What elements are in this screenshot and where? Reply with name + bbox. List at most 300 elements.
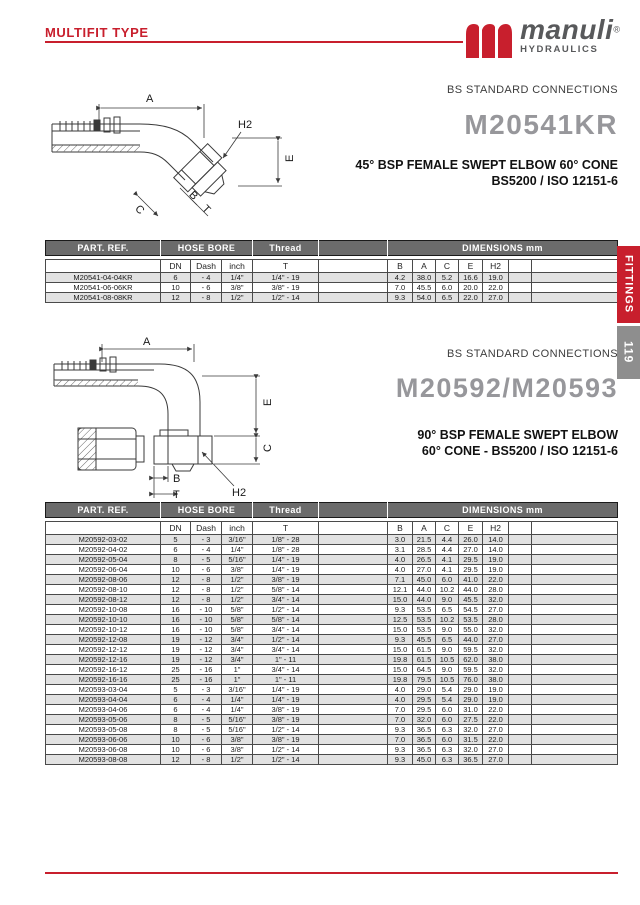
value-cell: 12 xyxy=(161,595,191,605)
value-cell: 44.0 xyxy=(459,585,483,595)
value-cell: 6.3 xyxy=(436,725,459,735)
part-ref-cell: M20593-05-06 xyxy=(46,715,161,725)
table-row xyxy=(46,545,618,555)
subheader-h2: H2 xyxy=(483,522,509,535)
table-row xyxy=(46,625,618,635)
value-cell: 6.5 xyxy=(436,605,459,615)
dim-label-a: A xyxy=(143,336,151,348)
value-cell xyxy=(509,715,532,725)
dim-label-t: T xyxy=(199,202,213,217)
value-cell: 79.5 xyxy=(413,675,436,685)
table-header-band xyxy=(45,502,618,518)
table-row xyxy=(46,725,618,735)
value-cell: 16.6 xyxy=(459,273,483,283)
product-description-line2: 60° CONE - BS5200 / ISO 12151-6 xyxy=(421,443,618,458)
value-cell xyxy=(532,585,618,595)
subheader-b: B xyxy=(388,522,413,535)
value-cell: 28.0 xyxy=(483,615,509,625)
dim-label-a: A xyxy=(146,93,154,105)
value-cell: 1/4" - 19 xyxy=(253,695,319,705)
value-cell: 53.5 xyxy=(413,615,436,625)
part-ref-cell: M20592-10-10 xyxy=(46,615,161,625)
value-cell xyxy=(532,755,618,765)
value-cell: 1/4" - 19 xyxy=(253,555,319,565)
value-cell: 9.3 xyxy=(388,293,413,303)
value-cell xyxy=(509,625,532,635)
value-cell: 3/8" xyxy=(222,745,253,755)
value-cell xyxy=(319,585,388,595)
value-cell: 27.0 xyxy=(413,565,436,575)
value-cell: 3/16" xyxy=(222,535,253,545)
value-cell: 45.5 xyxy=(413,283,436,293)
value-cell xyxy=(509,685,532,695)
table-row xyxy=(46,705,618,715)
table-row xyxy=(46,735,618,745)
value-cell: 1/4" xyxy=(222,705,253,715)
value-cell: 7.0 xyxy=(388,735,413,745)
value-cell xyxy=(532,595,618,605)
value-cell: 10.5 xyxy=(436,675,459,685)
value-cell xyxy=(532,615,618,625)
value-cell xyxy=(532,283,618,293)
col-spacer xyxy=(319,241,388,256)
value-cell: 15.0 xyxy=(388,665,413,675)
value-cell: 7.0 xyxy=(388,283,413,293)
value-cell: 1/4" - 19 xyxy=(253,565,319,575)
value-cell xyxy=(509,273,532,283)
part-ref-cell: M20592-12-08 xyxy=(46,635,161,645)
subheader-row xyxy=(46,522,618,535)
value-cell xyxy=(509,535,532,545)
value-cell: 1/8" - 28 xyxy=(253,535,319,545)
value-cell: 19 xyxy=(161,635,191,645)
value-cell: 5/8" - 14 xyxy=(253,615,319,625)
value-cell: - 8 xyxy=(191,585,222,595)
value-cell xyxy=(319,535,388,545)
sidebar-page-number xyxy=(617,326,640,379)
value-cell: 5/8" xyxy=(222,605,253,615)
subheader-h2: H2 xyxy=(483,260,509,273)
part-ref-cell: M20592-16-12 xyxy=(46,665,161,675)
value-cell: 1/8" - 28 xyxy=(253,545,319,555)
value-cell xyxy=(532,685,618,695)
value-cell: 3/8" xyxy=(222,283,253,293)
value-cell: 29.0 xyxy=(459,695,483,705)
product-code: M20541KR xyxy=(464,109,618,140)
dim-label-e: E xyxy=(262,398,274,406)
value-cell xyxy=(509,575,532,585)
value-cell: 3/8" xyxy=(222,565,253,575)
value-cell: 28.5 xyxy=(413,545,436,555)
value-cell xyxy=(509,555,532,565)
value-cell: - 8 xyxy=(191,575,222,585)
value-cell: 3/8" - 19 xyxy=(253,715,319,725)
value-cell xyxy=(319,695,388,705)
value-cell: - 10 xyxy=(191,615,222,625)
value-cell xyxy=(532,293,618,303)
value-cell: 1/2" xyxy=(222,585,253,595)
value-cell: 3/4" - 14 xyxy=(253,625,319,635)
dim-label-e: E xyxy=(284,154,296,162)
value-cell xyxy=(319,735,388,745)
value-cell: 5/16" xyxy=(222,715,253,725)
value-cell: 10 xyxy=(161,283,191,293)
value-cell xyxy=(532,635,618,645)
table-body xyxy=(45,521,618,765)
subheader-empty xyxy=(532,260,618,273)
value-cell: 22.0 xyxy=(459,293,483,303)
value-cell: - 6 xyxy=(191,735,222,745)
value-cell: 9.3 xyxy=(388,725,413,735)
value-cell: 6.0 xyxy=(436,735,459,745)
spec-table-m20541kr xyxy=(45,240,617,303)
value-cell: 14.0 xyxy=(483,535,509,545)
value-cell xyxy=(509,605,532,615)
col-spacer xyxy=(319,503,388,518)
value-cell: 31.0 xyxy=(459,705,483,715)
part-ref-cell: M20593-05-08 xyxy=(46,725,161,735)
value-cell: - 4 xyxy=(191,695,222,705)
value-cell: 45.0 xyxy=(413,575,436,585)
value-cell: 8 xyxy=(161,555,191,565)
subheader-dn: DN xyxy=(161,260,191,273)
value-cell: - 5 xyxy=(191,715,222,725)
value-cell: 1" xyxy=(222,675,253,685)
value-cell xyxy=(319,685,388,695)
value-cell xyxy=(532,665,618,675)
value-cell xyxy=(509,695,532,705)
value-cell: 22.0 xyxy=(483,705,509,715)
value-cell: - 12 xyxy=(191,635,222,645)
part-ref-cell: M20541-04-04KR xyxy=(46,273,161,283)
value-cell: 1/4" xyxy=(222,273,253,283)
value-cell: 19.0 xyxy=(483,685,509,695)
sidebar-page-number-label: 119 xyxy=(621,341,636,364)
value-cell: 27.0 xyxy=(483,745,509,755)
value-cell: 20.0 xyxy=(459,283,483,293)
value-cell: 32.0 xyxy=(483,665,509,675)
subheader-c: C xyxy=(436,260,459,273)
dim-label-c: C xyxy=(132,202,147,218)
value-cell: 32.0 xyxy=(459,725,483,735)
value-cell: 3/8" - 19 xyxy=(253,575,319,585)
value-cell: - 12 xyxy=(191,655,222,665)
value-cell: 16 xyxy=(161,625,191,635)
value-cell: 10.2 xyxy=(436,615,459,625)
table-row xyxy=(46,283,618,293)
value-cell xyxy=(532,655,618,665)
table-row xyxy=(46,585,618,595)
value-cell: 1/2" xyxy=(222,575,253,585)
value-cell: - 8 xyxy=(191,293,222,303)
technical-drawing-45-elbow xyxy=(42,88,310,236)
value-cell xyxy=(319,273,388,283)
value-cell: 64.5 xyxy=(413,665,436,675)
part-ref-cell: M20592-06-04 xyxy=(46,565,161,575)
col-thread: Thread xyxy=(253,503,319,518)
value-cell: 4.2 xyxy=(388,273,413,283)
value-cell: 19.8 xyxy=(388,655,413,665)
value-cell: 1/2" xyxy=(222,293,253,303)
value-cell: 27.0 xyxy=(483,605,509,615)
value-cell: 7.1 xyxy=(388,575,413,585)
value-cell: 4.0 xyxy=(388,565,413,575)
value-cell: - 16 xyxy=(191,665,222,675)
value-cell: 10 xyxy=(161,565,191,575)
value-cell xyxy=(319,595,388,605)
value-cell: 3/4" - 14 xyxy=(253,645,319,655)
value-cell: 5.2 xyxy=(436,273,459,283)
table-row xyxy=(46,665,618,675)
part-ref-cell: M20592-10-12 xyxy=(46,625,161,635)
value-cell: 36.5 xyxy=(459,755,483,765)
value-cell: 26.5 xyxy=(413,555,436,565)
value-cell: 59.5 xyxy=(459,645,483,655)
col-part-ref: PART. REF. xyxy=(46,503,161,518)
value-cell: 27.0 xyxy=(483,293,509,303)
value-cell: 55.0 xyxy=(459,625,483,635)
value-cell: 6.0 xyxy=(436,705,459,715)
value-cell: 9.3 xyxy=(388,635,413,645)
value-cell: - 3 xyxy=(191,535,222,545)
value-cell xyxy=(509,635,532,645)
value-cell: 12 xyxy=(161,293,191,303)
value-cell: - 8 xyxy=(191,755,222,765)
col-thread: Thread xyxy=(253,241,319,256)
value-cell xyxy=(319,725,388,735)
value-cell: - 8 xyxy=(191,595,222,605)
value-cell xyxy=(509,655,532,665)
value-cell: 36.5 xyxy=(413,745,436,755)
value-cell: 3/4" xyxy=(222,655,253,665)
value-cell: 29.0 xyxy=(413,685,436,695)
sidebar-tab-fittings[interactable] xyxy=(617,246,640,323)
value-cell xyxy=(319,745,388,755)
value-cell: 6.0 xyxy=(436,283,459,293)
value-cell xyxy=(532,715,618,725)
value-cell xyxy=(532,695,618,705)
value-cell xyxy=(509,705,532,715)
value-cell: 22.0 xyxy=(483,575,509,585)
value-cell: 1/2" - 14 xyxy=(253,605,319,615)
value-cell: 4.4 xyxy=(436,535,459,545)
value-cell: 3/4" xyxy=(222,645,253,655)
value-cell: 12 xyxy=(161,585,191,595)
col-dimensions: DIMENSIONS mm xyxy=(388,241,618,256)
value-cell: 44.0 xyxy=(413,595,436,605)
col-hose-bore: HOSE BORE xyxy=(161,241,253,256)
value-cell xyxy=(532,565,618,575)
value-cell xyxy=(532,273,618,283)
table-row xyxy=(46,555,618,565)
value-cell xyxy=(509,645,532,655)
value-cell xyxy=(509,545,532,555)
value-cell xyxy=(319,575,388,585)
value-cell: 32.0 xyxy=(483,645,509,655)
value-cell: 6.0 xyxy=(436,575,459,585)
value-cell: - 12 xyxy=(191,645,222,655)
subheader-e: E xyxy=(459,260,483,273)
value-cell: 16 xyxy=(161,615,191,625)
subheader-empty xyxy=(532,522,618,535)
table-body xyxy=(45,259,618,303)
value-cell: 22.0 xyxy=(483,283,509,293)
value-cell xyxy=(319,655,388,665)
table-row xyxy=(46,635,618,645)
sidebar-tab-fittings-label: FITTINGS xyxy=(622,255,635,314)
value-cell: 32.0 xyxy=(413,715,436,725)
value-cell: 12 xyxy=(161,755,191,765)
subheader-dash: Dash xyxy=(191,260,222,273)
value-cell: 27.0 xyxy=(483,635,509,645)
value-cell xyxy=(319,755,388,765)
subheader-dash: Dash xyxy=(191,522,222,535)
value-cell: - 4 xyxy=(191,545,222,555)
value-cell: 36.5 xyxy=(413,725,436,735)
value-cell xyxy=(509,615,532,625)
value-cell: 76.0 xyxy=(459,675,483,685)
footer-rule xyxy=(45,872,618,874)
value-cell: 12.1 xyxy=(388,585,413,595)
brand-logo xyxy=(464,16,620,60)
value-cell: 3.1 xyxy=(388,545,413,555)
value-cell: 53.5 xyxy=(413,605,436,615)
table-row xyxy=(46,685,618,695)
value-cell: - 6 xyxy=(191,283,222,293)
part-ref-cell: M20592-08-06 xyxy=(46,575,161,585)
value-cell: 62.0 xyxy=(459,655,483,665)
part-ref-cell: M20593-04-04 xyxy=(46,695,161,705)
value-cell: 38.0 xyxy=(483,675,509,685)
value-cell: - 4 xyxy=(191,273,222,283)
value-cell: 7.0 xyxy=(388,715,413,725)
value-cell: 6 xyxy=(161,273,191,283)
value-cell: 12 xyxy=(161,575,191,585)
value-cell xyxy=(509,293,532,303)
value-cell xyxy=(509,725,532,735)
value-cell: 1/2" - 14 xyxy=(253,635,319,645)
spec-table-m20592-m20593 xyxy=(45,502,617,765)
value-cell: 29.5 xyxy=(413,705,436,715)
table-row xyxy=(46,575,618,585)
value-cell: 19.0 xyxy=(483,565,509,575)
table-row xyxy=(46,293,618,303)
value-cell: 15.0 xyxy=(388,595,413,605)
value-cell xyxy=(509,755,532,765)
subheader-row xyxy=(46,260,618,273)
value-cell: 61.5 xyxy=(413,645,436,655)
value-cell: 27.0 xyxy=(483,725,509,735)
product-code: M20592/M20593 xyxy=(395,373,618,403)
col-hose-bore: HOSE BORE xyxy=(161,503,253,518)
part-ref-cell: M20541-06-06KR xyxy=(46,283,161,293)
table-row xyxy=(46,273,618,283)
value-cell xyxy=(319,555,388,565)
value-cell: 15.0 xyxy=(388,645,413,655)
manuli-logo-icon xyxy=(464,22,514,60)
value-cell: 1/2" xyxy=(222,595,253,605)
value-cell: 1/2" - 14 xyxy=(253,755,319,765)
value-cell: 10.2 xyxy=(436,585,459,595)
subheader-b: B xyxy=(388,260,413,273)
value-cell: 3.0 xyxy=(388,535,413,545)
table-row xyxy=(46,655,618,665)
value-cell: 4.0 xyxy=(388,555,413,565)
value-cell: 6 xyxy=(161,705,191,715)
value-cell: 9.0 xyxy=(436,625,459,635)
value-cell xyxy=(319,545,388,555)
product-description-line2: BS5200 / ISO 12151-6 xyxy=(491,173,618,188)
value-cell xyxy=(532,735,618,745)
value-cell xyxy=(319,625,388,635)
value-cell: 9.3 xyxy=(388,605,413,615)
table-row xyxy=(46,605,618,615)
value-cell xyxy=(532,575,618,585)
value-cell: 27.5 xyxy=(459,715,483,725)
value-cell: 6.3 xyxy=(436,745,459,755)
value-cell: 4.4 xyxy=(436,545,459,555)
value-cell: - 5 xyxy=(191,725,222,735)
part-ref-cell: M20593-03-04 xyxy=(46,685,161,695)
table-header-band xyxy=(45,240,618,256)
value-cell: 32.0 xyxy=(483,625,509,635)
value-cell xyxy=(532,625,618,635)
table-row xyxy=(46,755,618,765)
value-cell: 19.0 xyxy=(483,695,509,705)
value-cell: 5/8" xyxy=(222,625,253,635)
value-cell: 38.0 xyxy=(483,655,509,665)
value-cell: 1/4" xyxy=(222,695,253,705)
value-cell: 6.5 xyxy=(436,293,459,303)
brand-name: manuli xyxy=(520,14,614,45)
value-cell xyxy=(509,675,532,685)
value-cell xyxy=(509,585,532,595)
value-cell: 9.0 xyxy=(436,645,459,655)
product-description-line1: 45° BSP FEMALE SWEPT ELBOW 60° CONE xyxy=(355,158,618,172)
value-cell xyxy=(319,635,388,645)
value-cell xyxy=(509,565,532,575)
value-cell: 15.0 xyxy=(388,625,413,635)
section1-heading xyxy=(355,84,618,189)
part-ref-cell: M20593-08-08 xyxy=(46,755,161,765)
value-cell: 5.4 xyxy=(436,695,459,705)
value-cell: 5/16" xyxy=(222,555,253,565)
part-ref-cell: M20593-06-06 xyxy=(46,735,161,745)
table-row xyxy=(46,695,618,705)
value-cell: 1/2" - 14 xyxy=(253,725,319,735)
value-cell: 21.5 xyxy=(413,535,436,545)
value-cell: 25 xyxy=(161,675,191,685)
value-cell xyxy=(509,283,532,293)
col-dimensions: DIMENSIONS mm xyxy=(388,503,618,518)
value-cell: 1/2" xyxy=(222,755,253,765)
value-cell xyxy=(532,605,618,615)
value-cell: 5 xyxy=(161,535,191,545)
value-cell: 27.0 xyxy=(483,755,509,765)
subheader-empty xyxy=(509,522,532,535)
value-cell: - 16 xyxy=(191,675,222,685)
dim-label-c: C xyxy=(262,444,274,452)
value-cell: - 5 xyxy=(191,555,222,565)
subheader-empty xyxy=(509,260,532,273)
standard-label: BS STANDARD CONNECTIONS xyxy=(447,84,618,96)
value-cell xyxy=(509,735,532,745)
dim-label-b: B xyxy=(173,473,181,485)
value-cell: 1/2" - 14 xyxy=(253,745,319,755)
value-cell: 32.0 xyxy=(459,745,483,755)
value-cell: - 3 xyxy=(191,685,222,695)
value-cell: 38.0 xyxy=(413,273,436,283)
